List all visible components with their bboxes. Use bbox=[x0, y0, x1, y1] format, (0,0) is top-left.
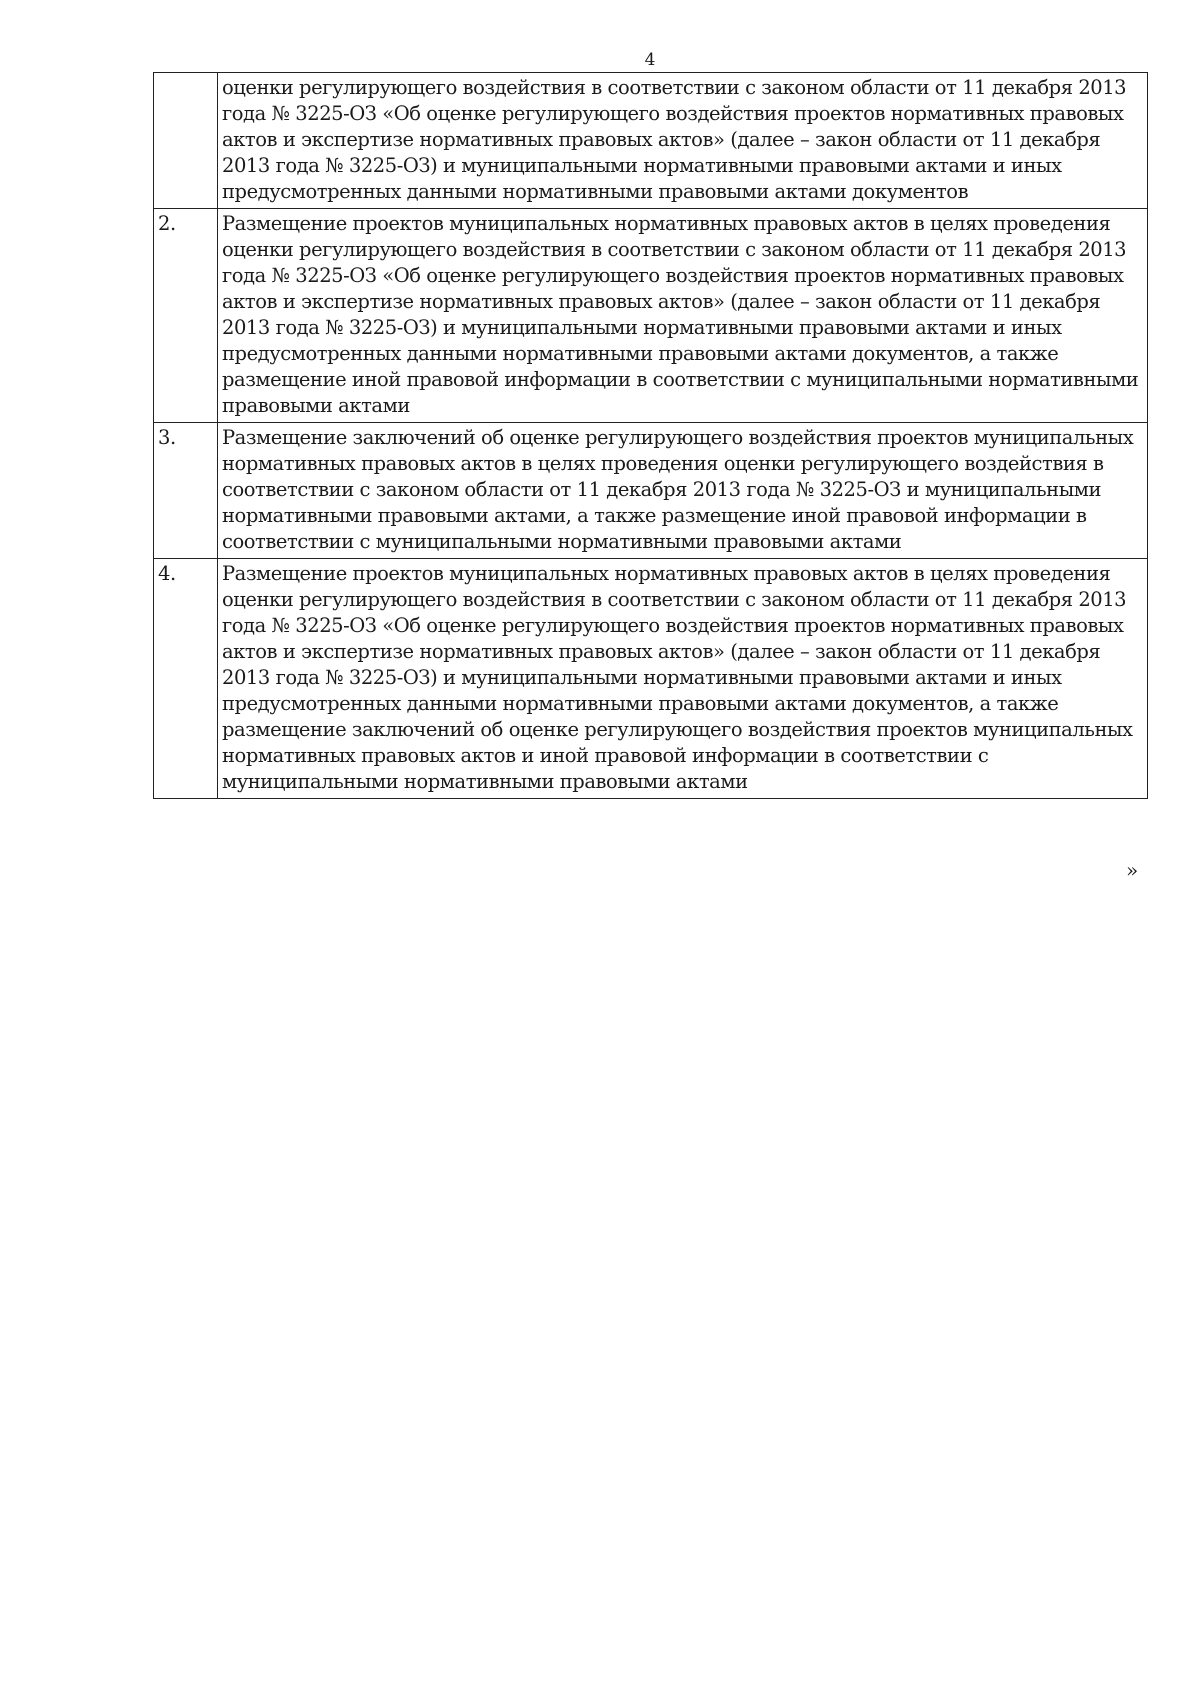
page-number: 4 bbox=[644, 50, 656, 70]
closing-quote-mark: » bbox=[1126, 858, 1139, 882]
table-row bbox=[154, 559, 1148, 799]
row-text-cell: оценки регулирующего воздействия в соответствии с законом области от 11 декабря 2013 года № 3225-ОЗ «Об оценке регулирующего воздействия проектов нормативных правовых актов и экспертизе нормативных правовых актов» (далее – закон области от 11 декабря 2013 года № 3225-ОЗ) и муниципальными нормативными правовыми актами и иных предусмотренных данными нормативными правовыми актами документов bbox=[218, 73, 1148, 209]
row-number-cell: 4. bbox=[154, 559, 218, 799]
row-number-cell bbox=[154, 73, 218, 209]
table-row bbox=[154, 423, 1148, 559]
row-text-cell: Размещение проектов муниципальных нормативных правовых актов в целях проведения оценки регулирующего воздействия в соответствии с законом области от 11 декабря 2013 года № 3225-ОЗ «Об оценке регулирующего воздействия проектов нормативных правовых актов и экспертизе нормативных правовых актов» (далее – закон области от 11 декабря 2013 года № 3225-ОЗ) и муниципальными нормативными правовыми актами и иных предусмотренных данными нормативными правовыми актами документов, а также размещение иной правовой информации в соответствии с муниципальными нормативными правовыми актами bbox=[218, 209, 1148, 423]
table-row bbox=[154, 209, 1148, 423]
document-table bbox=[153, 72, 1148, 799]
row-number-cell: 2. bbox=[154, 209, 218, 423]
row-text-cell: Размещение проектов муниципальных нормативных правовых актов в целях проведения оценки регулирующего воздействия в соответствии с законом области от 11 декабря 2013 года № 3225-ОЗ «Об оценке регулирующего воздействия проектов нормативных правовых актов и экспертизе нормативных правовых актов» (далее – закон области от 11 декабря 2013 года № 3225-ОЗ) и муниципальными нормативными правовыми актами и иных предусмотренных данными нормативными правовыми актами документов, а также размещение заключений об оценке регулирующего воздействия проектов муниципальных нормативных правовых актов и иной правовой информации в соответствии с муниципальными нормативными правовыми актами bbox=[218, 559, 1148, 799]
row-text-cell: Размещение заключений об оценке регулирующего воздействия проектов муниципальных нормативных правовых актов в целях проведения оценки регулирующего воздействия в соответствии с законом области от 11 декабря 2013 года № 3225-ОЗ и муниципальными нормативными правовыми актами, а также размещение иной правовой информации в соответствии с муниципальными нормативными правовыми актами bbox=[218, 423, 1148, 559]
row-number-cell: 3. bbox=[154, 423, 218, 559]
table-row bbox=[154, 73, 1148, 209]
